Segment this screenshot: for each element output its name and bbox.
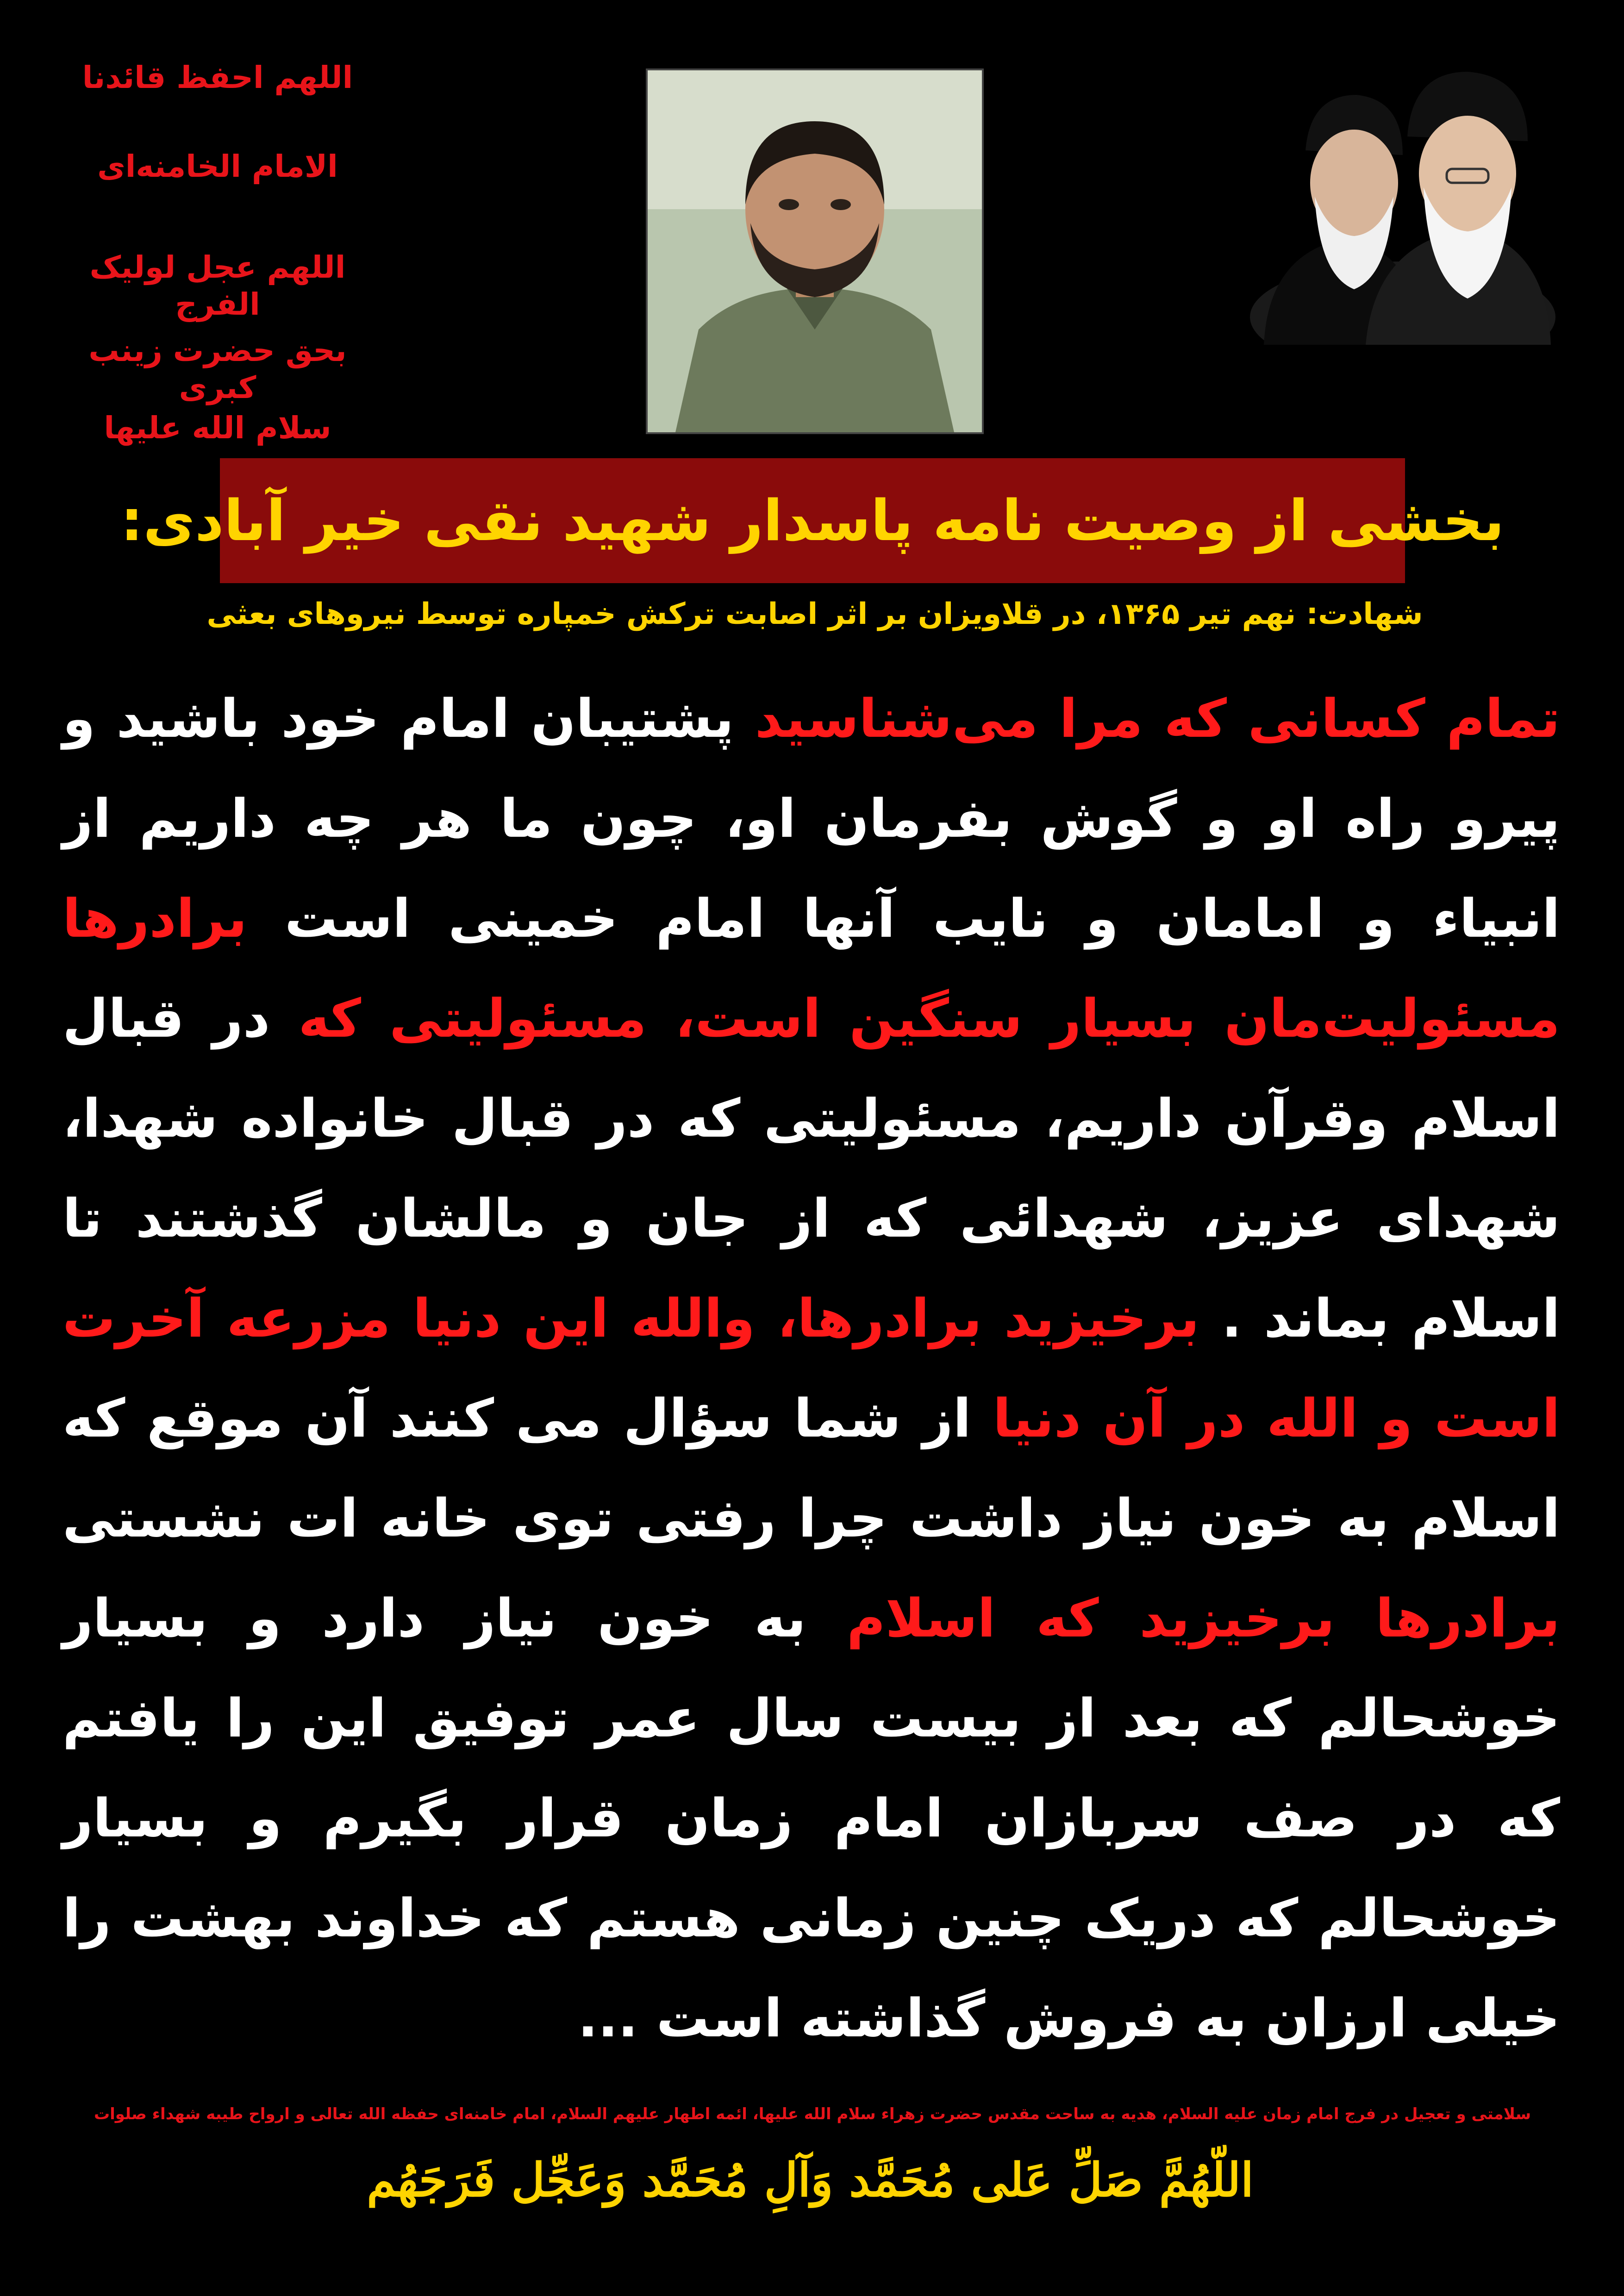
prayer-line-2: الامام الخامنه‌ای xyxy=(97,149,338,184)
will-white-1: پشتیبان امام خود باشید و پیرو راه او و گوش بفرمان او، چون ما هر چه داریم از انبیاء و امامان و نایب آنها امام خمینی است xyxy=(62,688,1560,949)
will-red-2: برادرها مسئولیت‌مان بسیار سنگین است، مسئولیتی که xyxy=(62,888,1560,1049)
dedication-line: سلامتی و تعجیل در فرج امام زمان علیه السلام، هدیه به ساحت مقدس حضرت زهراء سلام الله علیها، ائمه اطهار علیهم السلام، امام خامنه‌ای حفظه الله تعالی و ارواح طیبه شهداء صلوات xyxy=(94,2105,1531,2123)
martyrdom-info: شهادت: نهم تیر ۱۳۶۵، در قلاویزان بر اثر اصابت ترکش خمپاره توسط نیروهای بعثی xyxy=(206,597,1423,631)
leaders-illustration xyxy=(1250,58,1555,345)
salavat-line: اللّهُمَّ صَلِّ عَلی مُحَمَّد وَآلِ مُحَمَّد وَعَجِّل فَرَجَهُم xyxy=(367,2153,1254,2207)
will-red-3: برخیزید برادرها، والله این دنیا مزرعه آخرت است و الله در آن دنیا xyxy=(62,1288,1561,1449)
martyr-portrait xyxy=(646,68,984,434)
will-white-4: به خون نیاز دارد و بسیار خوشحالم که بعد از بیست سال عمر توفیق این را یافتم که در صف سربازان امام زمان قرار بگیرم و بسیار خوشحالم که دریک چنین زمانی هستم که خداوند بهشت را خیلی ارزان به فروش گذاشته است ... xyxy=(62,1587,1560,2049)
page-title: بخشی از وصیت نامه پاسدار شهید نقی خیر آبادی: xyxy=(120,488,1505,554)
will-text xyxy=(62,669,1560,2068)
leaders-portrait xyxy=(1250,58,1555,345)
prayer-line-3: اللهم عجل لولیک الفرج xyxy=(89,249,346,322)
will-white-3: از شما سؤال می کنند آن موقع که اسلام به خون نیاز داشت چرا رفتی توی خانه ات نشستی xyxy=(62,1388,1560,1549)
will-white-2: در قبال اسلام وقرآن داریم، مسئولیتی که در قبال خانواده شهدا، شهدای عزیز، شهدائی که از جان و مالشان گذشتند تا اسلام بماند . xyxy=(62,988,1560,1349)
prayer-line-1: اللهم احفظ قائدنا xyxy=(82,60,353,95)
title-banner xyxy=(120,458,1505,583)
prayer-line-5: سلام الله علیها xyxy=(104,410,331,446)
will-red-4: برادرها برخیزید که اسلام xyxy=(847,1587,1560,1649)
will-red-1: تمام کسانی که مرا می‌شناسید xyxy=(755,688,1560,749)
prayer-line-4: بحق حضرت زینب کبری xyxy=(88,333,347,405)
portrait-illustration xyxy=(648,70,982,432)
